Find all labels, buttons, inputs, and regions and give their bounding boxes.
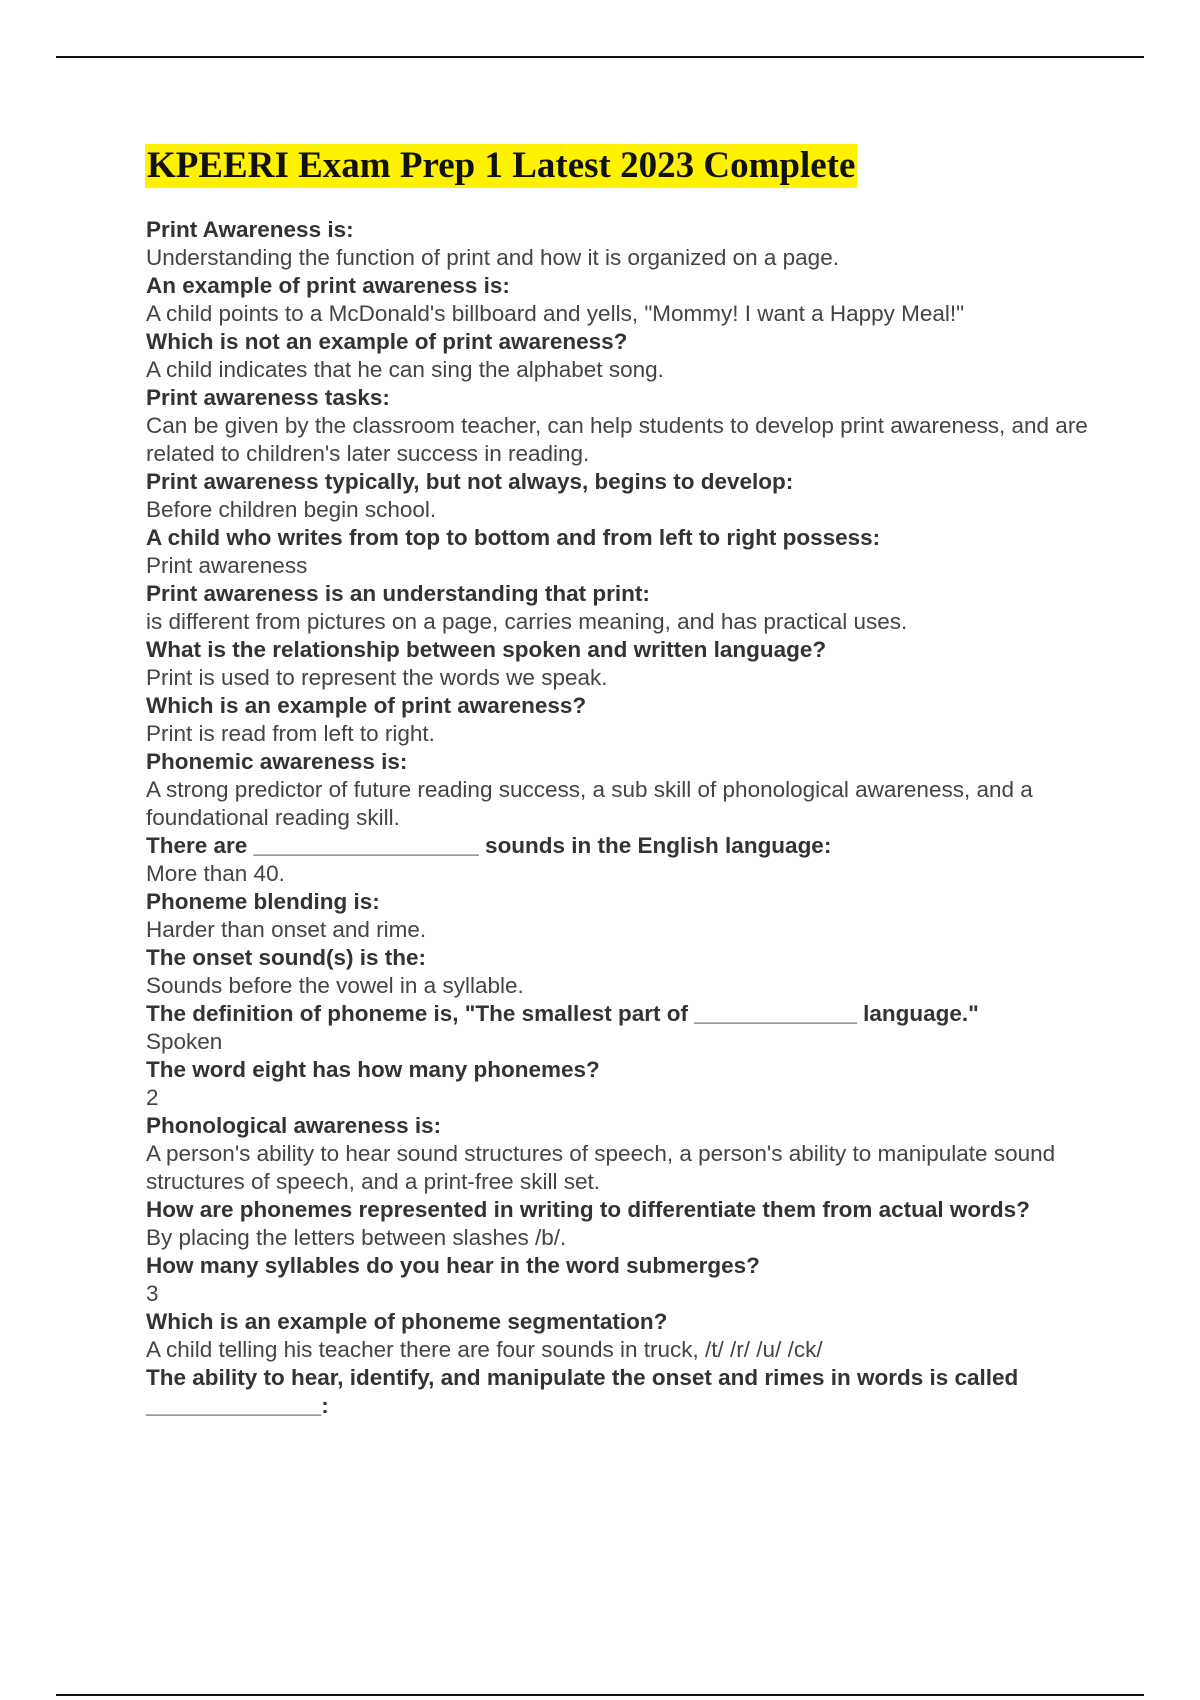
answer: Understanding the function of print and how it is organized on a page.: [146, 245, 839, 270]
qa-item: [146, 1364, 1096, 1420]
qa-item: [146, 216, 1096, 272]
question: What is the relationship between spoken and written language?: [146, 637, 827, 662]
question: Phonological awareness is:: [146, 1113, 442, 1138]
qa-item: [146, 272, 1096, 328]
answer: Harder than onset and rime.: [146, 917, 427, 942]
qa-item: [146, 1308, 1096, 1364]
answer: 2: [146, 1085, 159, 1110]
qa-item: [146, 1252, 1096, 1308]
qa-list: [146, 216, 1096, 1420]
qa-item: [146, 328, 1096, 384]
question: A child who writes from top to bottom and from left to right possess:: [146, 525, 881, 550]
answer: More than 40.: [146, 861, 285, 886]
answer: A person's ability to hear sound structures of speech, a person's ability to manipulate sound structures of speech, and a print-free skill set.: [146, 1141, 1056, 1194]
qa-item: [146, 748, 1096, 832]
qa-item: [146, 944, 1096, 1000]
answer: Print is read from left to right.: [146, 721, 435, 746]
qa-item: [146, 524, 1096, 580]
qa-item: [146, 468, 1096, 524]
question: The onset sound(s) is the:: [146, 945, 427, 970]
question: The word eight has how many phonemes?: [146, 1057, 600, 1082]
answer: A child points to a McDonald's billboard and yells, "Mommy! I want a Happy Meal!": [146, 301, 965, 326]
question: The definition of phoneme is, "The smallest part of _____________ language.": [146, 1001, 979, 1026]
title-block: [145, 144, 857, 188]
qa-item: [146, 888, 1096, 944]
answer: By placing the letters between slashes /b/.: [146, 1225, 567, 1250]
question: Print awareness tasks:: [146, 385, 390, 410]
top-horizontal-rule: [56, 56, 1144, 58]
question: An example of print awareness is:: [146, 273, 510, 298]
qa-item: [146, 1112, 1096, 1196]
qa-item: [146, 384, 1096, 468]
document-title: KPEERI Exam Prep 1 Latest 2023 Complete: [147, 145, 856, 186]
qa-item: [146, 1196, 1096, 1252]
qa-item: [146, 636, 1096, 692]
qa-item: [146, 832, 1096, 888]
qa-item: [146, 580, 1096, 636]
answer: Sounds before the vowel in a syllable.: [146, 973, 524, 998]
bottom-horizontal-rule: [56, 1694, 1144, 1696]
answer: A child indicates that he can sing the alphabet song.: [146, 357, 664, 382]
question: The ability to hear, identify, and manipulate the onset and rimes in words is called ______________:: [146, 1365, 1019, 1418]
question: Phoneme blending is:: [146, 889, 380, 914]
answer: A child telling his teacher there are four sounds in truck, /t/ /r/ /u/ /ck/: [146, 1337, 823, 1362]
qa-item: [146, 1000, 1096, 1056]
question: Print awareness is an understanding that print:: [146, 581, 650, 606]
answer: Spoken: [146, 1029, 223, 1054]
question: Print Awareness is:: [146, 217, 354, 242]
question: Print awareness typically, but not always, begins to develop:: [146, 469, 794, 494]
answer: Before children begin school.: [146, 497, 437, 522]
question: There are __________________ sounds in the English language:: [146, 833, 832, 858]
answer: A strong predictor of future reading success, a sub skill of phonological awareness, and a foundational reading skill.: [146, 777, 1033, 830]
answer: Can be given by the classroom teacher, can help students to develop print awareness, and are related to children's later success in reading.: [146, 413, 1088, 466]
answer: 3: [146, 1281, 159, 1306]
answer: Print is used to represent the words we speak.: [146, 665, 608, 690]
qa-item: [146, 692, 1096, 748]
answer: is different from pictures on a page, carries meaning, and has practical uses.: [146, 609, 908, 634]
question: How many syllables do you hear in the word submerges?: [146, 1253, 760, 1278]
qa-item: [146, 1056, 1096, 1112]
question: Which is an example of print awareness?: [146, 693, 587, 718]
question: Which is not an example of print awareness?: [146, 329, 628, 354]
question: Which is an example of phoneme segmentation?: [146, 1309, 668, 1334]
question: Phonemic awareness is:: [146, 749, 408, 774]
answer: Print awareness: [146, 553, 308, 578]
question: How are phonemes represented in writing to differentiate them from actual words?: [146, 1197, 1030, 1222]
